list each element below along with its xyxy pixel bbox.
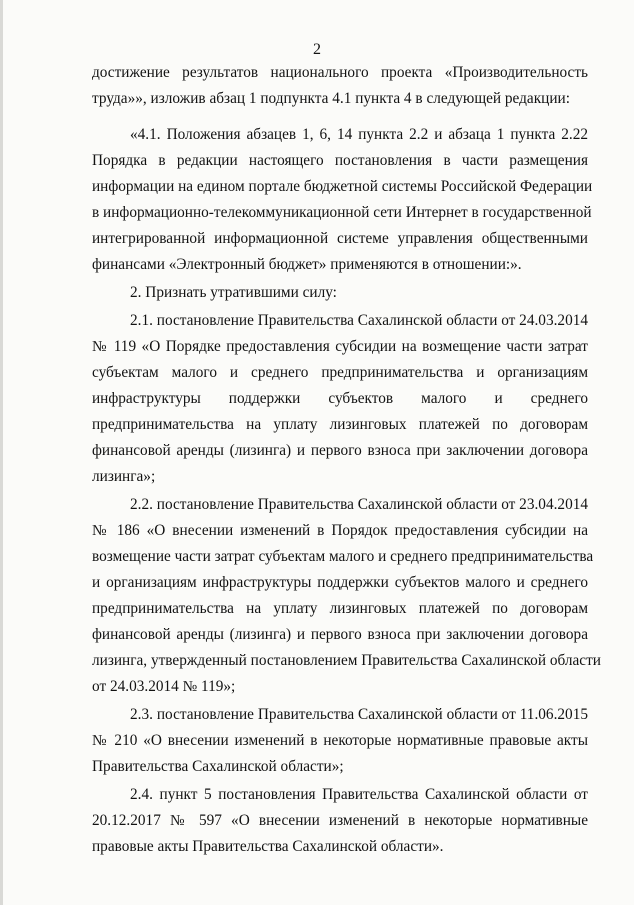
- text-line: 2.1. постановление Правительства Сахалинской области от 24.03.2014: [130, 312, 589, 329]
- text-line: 2. Признать утратившими силу:: [130, 284, 337, 301]
- text-line: труда»», изложив абзац 1 подпункта 4.1 пункта 4 в следующей редакции:: [92, 90, 570, 107]
- text-line: лизинга»;: [92, 468, 156, 485]
- scan-edge: [0, 0, 3, 905]
- text-line: предпринимательства на уплату лизинговых платежей по договорам: [92, 416, 588, 433]
- document-body: [92, 60, 601, 860]
- text-line: лизинга, утвержденный постановлением Правительства Сахалинской области: [92, 652, 601, 669]
- text-line: № 210 «О внесении изменений в некоторые нормативные правовые акты: [92, 732, 588, 749]
- text-line: в информационно-телекоммуникационной сети Интернет в государственной: [92, 204, 592, 221]
- text-line: предпринимательства на уплату лизинговых платежей по договорам: [92, 600, 588, 617]
- text-line: Порядка в редакции настоящего постановления в части размещения: [92, 152, 588, 169]
- text-line: правовые акты Правительства Сахалинской области».: [92, 838, 444, 855]
- text-line: интегрированной информационной системе управления общественными: [92, 230, 588, 247]
- text-line: и организациям инфраструктуры поддержки субъектов малого и среднего: [92, 574, 588, 591]
- page-number: 2: [313, 41, 321, 58]
- text-line: «4.1. Положения абзацев 1, 6, 14 пункта 2.2 и абзаца 1 пункта 2.22: [130, 126, 588, 143]
- text-line: Правительства Сахалинской области»;: [92, 758, 344, 775]
- text-line: финансовой аренды (лизинга) и первого взноса при заключении договора: [92, 626, 588, 643]
- text-line: финансами «Электронный бюджет» применяются в отношении:».: [92, 256, 522, 273]
- text-line: 2.3. постановление Правительства Сахалинской области от 11.06.2015: [130, 706, 588, 723]
- text-line: от 24.03.2014 № 119»;: [92, 678, 236, 695]
- text-line: 20.12.2017 № 597 «О внесении изменений в некоторые нормативные: [92, 812, 588, 829]
- text-line: № 186 «О внесении изменений в Порядок предоставления субсидии на: [92, 522, 588, 539]
- text-line: субъектам малого и среднего предпринимательства и организациям: [92, 364, 588, 381]
- text-line: финансовой аренды (лизинга) и первого взноса при заключении договора: [92, 442, 588, 459]
- text-line: инфраструктуры поддержки субъектов малого и среднего: [92, 390, 588, 407]
- text-line: достижение результатов национального проекта «Производительность: [92, 64, 588, 81]
- text-line: 2.4. пункт 5 постановления Правительства Сахалинской области от: [130, 786, 588, 803]
- text-line: № 119 «О Порядке предоставления субсидии на возмещение части затрат: [92, 338, 588, 355]
- text-line: возмещение части затрат субъектам малого и среднего предпринимательства: [92, 548, 594, 565]
- text-line: информации на едином портале бюджетной системы Российской Федерации: [92, 178, 593, 195]
- text-line: 2.2. постановление Правительства Сахалинской области от 23.04.2014: [130, 496, 589, 513]
